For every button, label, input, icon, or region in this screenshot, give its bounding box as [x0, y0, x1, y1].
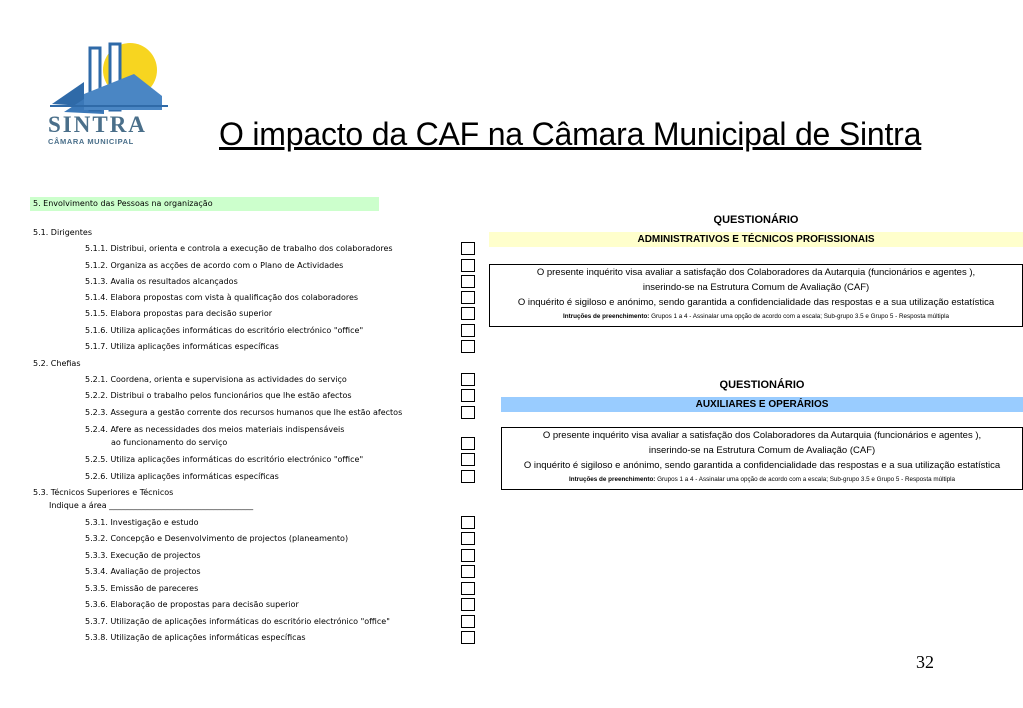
item-label: 5.1.2. Organiza as acções de acordo com o Plano de Actividades	[85, 261, 344, 270]
checkbox-5-3-6[interactable]	[461, 598, 475, 611]
checkbox-5-2-6[interactable]	[461, 470, 475, 483]
group-dirigentes: 5.1. Dirigentes	[33, 228, 92, 237]
item-label: 5.2.5. Utiliza aplicações informáticas do escritório electrónico "office"	[85, 455, 364, 464]
checkbox-5-3-3[interactable]	[461, 549, 475, 562]
checkbox-5-3-8[interactable]	[461, 631, 475, 644]
checkbox-5-1-7[interactable]	[461, 340, 475, 353]
page-number: 32	[916, 652, 934, 672]
item-label: 5.3.8. Utilização de aplicações informáticas específicas	[85, 633, 306, 642]
item-label: 5.1.1. Distribui, orienta e controla a execução de trabalho dos colaboradores	[85, 244, 393, 253]
item-label: 5.1.4. Elabora propostas com vista à qualificação dos colaboradores	[85, 293, 359, 302]
item-label: 5.2.3. Assegura a gestão corrente dos recursos humanos que lhe estão afectos	[85, 408, 403, 417]
questionnaire-2-label: QUESTIONÁRIO	[719, 379, 805, 391]
instructions: Intruções de preenchimento: Grupos 1 a 4 - Assinalar uma opção de acordo com a escala; Sub-grupo 3.5 e Grupo 5 - Resposta múltipla	[562, 313, 950, 320]
questionnaire-2-info	[501, 427, 1023, 490]
questionnaire-1-band: ADMINISTRATIVOS E TÉCNICOS PROFISSIONAIS	[489, 232, 1023, 247]
item-label: 5.1.7. Utiliza aplicações informáticas específicas	[85, 342, 279, 351]
checkbox-5-1-1[interactable]	[461, 242, 475, 255]
item-label: 5.3.3. Execução de projectos	[85, 551, 201, 560]
info-line: O inquérito é sigiloso e anónimo, sendo garantida a confidencialidade das respostas e a sua utilização estatística	[523, 460, 1001, 471]
sintra-logo	[44, 34, 174, 149]
item-label: 5.3.6. Elaboração de propostas para decisão superior	[85, 600, 299, 609]
section-header: 5. Envolvimento das Pessoas na organização	[30, 197, 379, 211]
checkbox-5-2-1[interactable]	[461, 373, 475, 386]
info-line: O presente inquérito visa avaliar a satisfação dos Colaboradores da Autarquia (funcionários e agentes ),	[536, 267, 976, 278]
item-label: 5.3.4. Avaliação de projectos	[85, 567, 201, 576]
instructions: Intruções de preenchimento: Grupos 1 a 4 - Assinalar uma opção de acordo com a escala; Sub-grupo 3.5 e Grupo 5 - Resposta múltipla	[568, 476, 956, 483]
item-label: 5.2.6. Utiliza aplicações informáticas específicas	[85, 472, 279, 481]
item-label: 5.3.7. Utilização de aplicações informáticas do escritório electrónico "office"	[85, 617, 390, 626]
checkbox-5-2-3[interactable]	[461, 406, 475, 419]
item-label: 5.3.1. Investigação e estudo	[85, 518, 199, 527]
group-tecnicos: 5.3. Técnicos Superiores e Técnicos	[33, 488, 174, 497]
info-line: O presente inquérito visa avaliar a satisfação dos Colaboradores da Autarquia (funcionários e agentes ),	[542, 430, 982, 441]
item-label: 5.3.2. Concepção e Desenvolvimento de projectos (planeamento)	[85, 534, 349, 543]
item-label: 5.2.2. Distribui o trabalho pelos funcionários que lhe estão afectos	[85, 391, 352, 400]
questionnaire-1-label: QUESTIONÁRIO	[713, 214, 799, 226]
questionnaire-1-info	[489, 264, 1023, 327]
svg-text:CÂMARA MUNICIPAL: CÂMARA MUNICIPAL	[48, 137, 134, 146]
checkbox-5-1-4[interactable]	[461, 291, 475, 304]
item-label: 5.3.5. Emissão de pareceres	[85, 584, 199, 593]
checkbox-5-3-2[interactable]	[461, 532, 475, 545]
page-title: O impacto da CAF na Câmara Municipal de Sintra	[219, 116, 922, 152]
checkbox-5-2-4[interactable]	[461, 437, 475, 450]
checkbox-5-2-5[interactable]	[461, 453, 475, 466]
item-label: 5.2.4. Afere as necessidades dos meios materiais indispensáveis	[85, 425, 345, 434]
checkbox-5-2-2[interactable]	[461, 389, 475, 402]
info-line: inserindo-se na Estrutura Comum de Avaliação (CAF)	[648, 445, 876, 456]
checkbox-5-3-4[interactable]	[461, 565, 475, 578]
item-label: 5.1.5. Elabora propostas para decisão superior	[85, 309, 273, 318]
svg-text:SINTRA: SINTRA	[48, 112, 147, 137]
group-chefias: 5.2. Chefias	[33, 359, 81, 368]
checkbox-5-1-5[interactable]	[461, 307, 475, 320]
questionnaire-2-band: AUXILIARES E OPERÁRIOS	[501, 397, 1023, 412]
checkbox-5-1-3[interactable]	[461, 275, 475, 288]
item-label: ao funcionamento do serviço	[111, 438, 228, 447]
checkbox-5-3-5[interactable]	[461, 582, 475, 595]
item-label: 5.1.6. Utiliza aplicações informáticas do escritório electrónico "office"	[85, 326, 364, 335]
info-line: inserindo-se na Estrutura Comum de Avaliação (CAF)	[642, 282, 870, 293]
info-line: O inquérito é sigiloso e anónimo, sendo garantida a confidencialidade das respostas e a sua utilização estatística	[517, 297, 995, 308]
item-label: 5.2.1. Coordena, orienta e supervisiona as actividades do serviço	[85, 375, 347, 384]
checkbox-5-1-6[interactable]	[461, 324, 475, 337]
area-field[interactable]: Indique a área ____________________________________	[49, 501, 254, 510]
item-label: 5.1.3. Avalia os resultados alcançados	[85, 277, 238, 286]
checkbox-5-1-2[interactable]	[461, 259, 475, 272]
checkbox-5-3-7[interactable]	[461, 615, 475, 628]
checkbox-5-3-1[interactable]	[461, 516, 475, 529]
